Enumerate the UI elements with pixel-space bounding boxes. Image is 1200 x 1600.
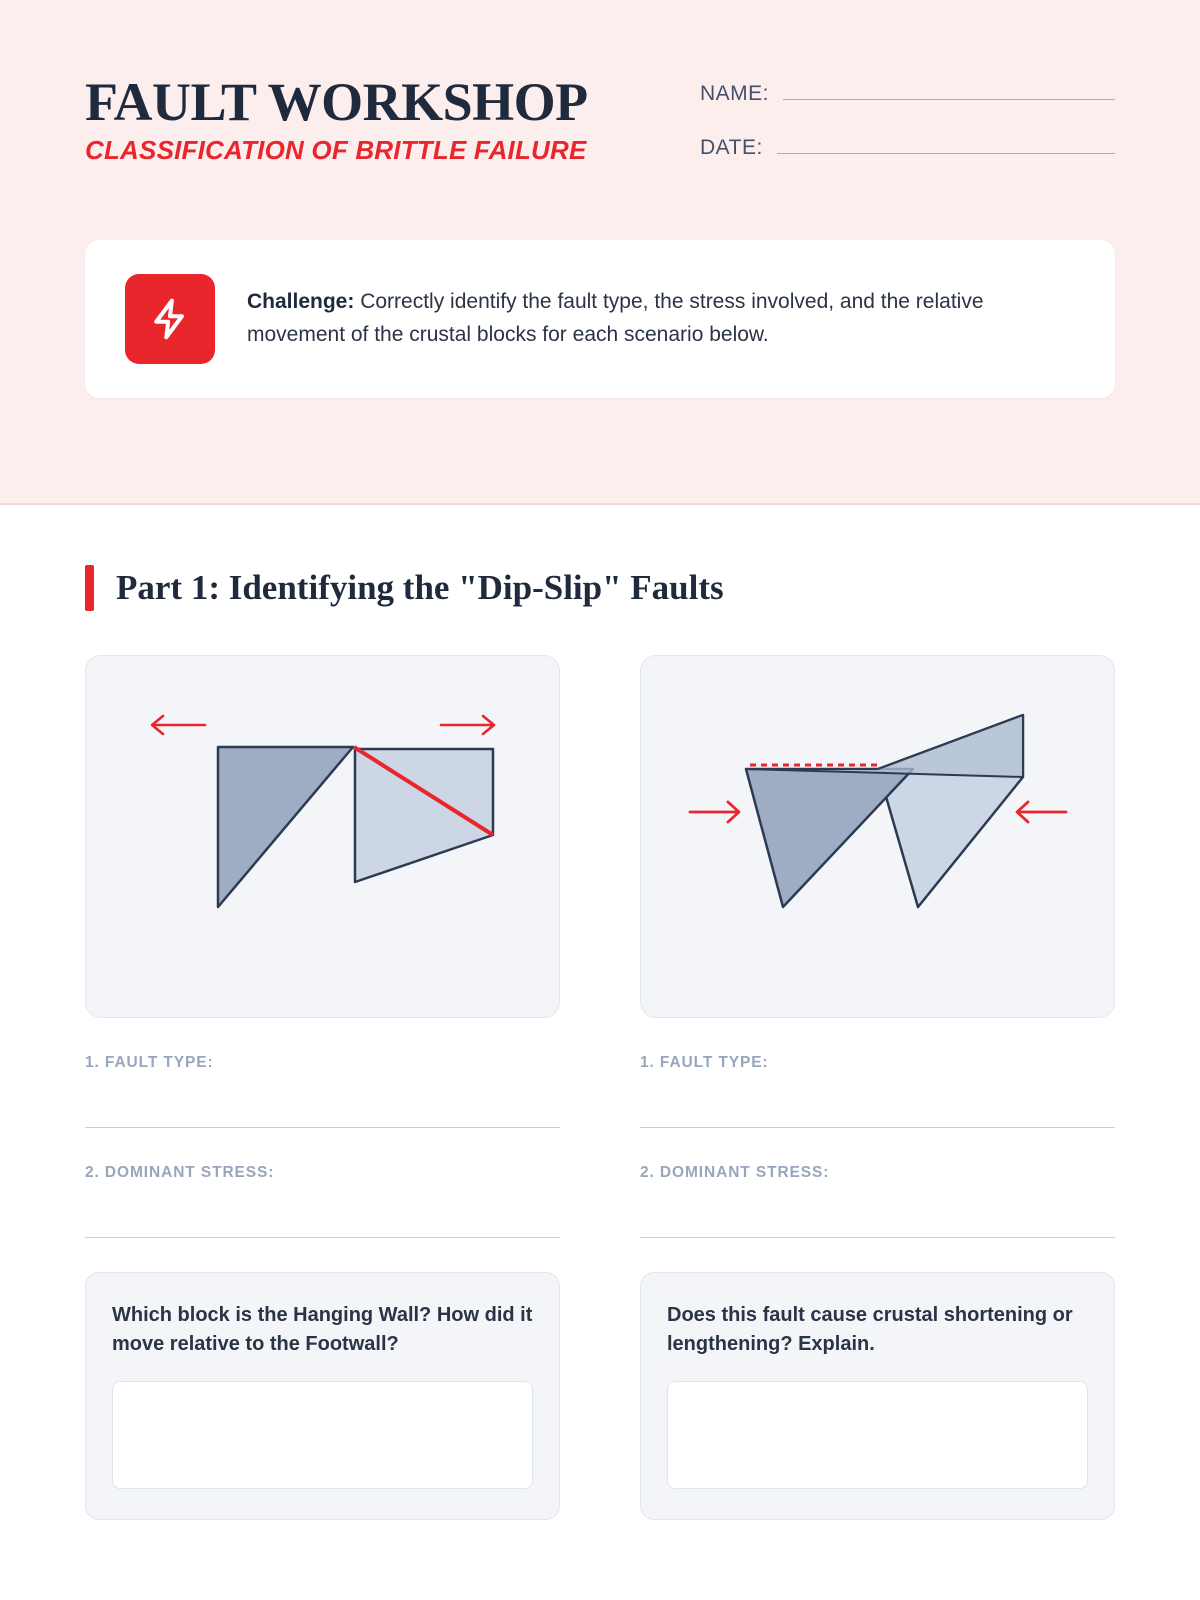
worksheet-header (0, 0, 1200, 505)
fault-item-1 (85, 655, 560, 1520)
date-input[interactable] (777, 134, 1115, 154)
name-label: NAME: (700, 82, 770, 105)
normal-fault-diagram (85, 655, 560, 1018)
question-answer-2[interactable] (667, 1381, 1088, 1489)
name-row (700, 80, 1115, 106)
date-label: DATE: (700, 136, 763, 159)
question-card-1 (85, 1272, 560, 1520)
question-answer-1[interactable] (112, 1381, 533, 1489)
part1-grid (85, 655, 1115, 1520)
page-subtitle: CLASSIFICATION OF BRITTLE FAILURE (85, 134, 587, 165)
date-row (700, 134, 1115, 160)
question-text-2: Does this fault cause crustal shortening or lengthening? Explain. (667, 1304, 1073, 1355)
challenge-card (85, 240, 1115, 398)
challenge-body: Correctly identify the fault type, the stress involved, and the relative movement of the crustal blocks for each scenario below. (247, 290, 984, 346)
challenge-label: Challenge: (247, 290, 355, 314)
title-block (85, 70, 588, 166)
fault-type-label-2: 1. FAULT TYPE: (640, 1054, 769, 1071)
header-top-row (85, 70, 1115, 188)
part1-heading-row (85, 565, 1115, 611)
reverse-fault-diagram (640, 655, 1115, 1018)
worksheet-main (0, 505, 1200, 1520)
page-title: FAULT WORKSHOP (85, 72, 588, 132)
name-input[interactable] (783, 80, 1115, 100)
section-accent-bar (85, 565, 94, 611)
part1-title: Part 1: Identifying the "Dip-Slip" Faults (116, 568, 724, 607)
dominant-stress-label-1: 2. DOMINANT STRESS: (85, 1164, 275, 1181)
dominant-stress-label-2: 2. DOMINANT STRESS: (640, 1164, 830, 1181)
fault-type-input-1[interactable] (85, 1072, 560, 1128)
question-card-2 (640, 1272, 1115, 1520)
lightning-bolt-icon (125, 274, 215, 364)
question-text-1: Which block is the Hanging Wall? How did it move relative to the Footwall? (112, 1304, 533, 1355)
challenge-text (247, 286, 1075, 351)
student-meta-block (700, 70, 1115, 188)
fault-type-input-2[interactable] (640, 1072, 1115, 1128)
dominant-stress-input-2[interactable] (640, 1182, 1115, 1238)
fault-type-label-1: 1. FAULT TYPE: (85, 1054, 214, 1071)
fault-item-2 (640, 655, 1115, 1520)
dominant-stress-input-1[interactable] (85, 1182, 560, 1238)
